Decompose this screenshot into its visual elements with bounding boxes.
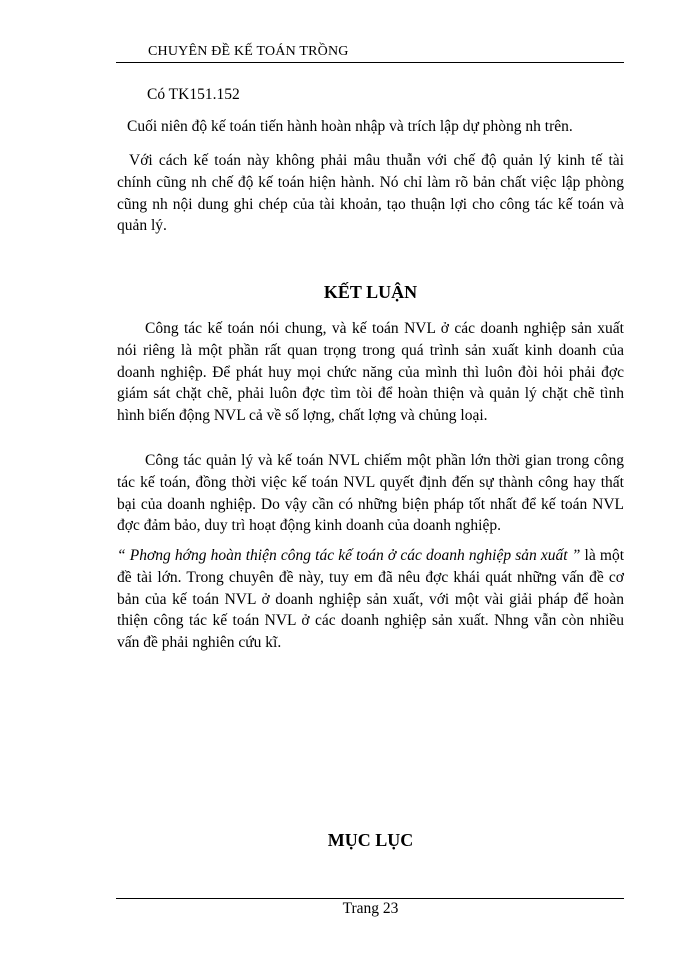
- heading-muc-luc: MỤC LỤC: [327, 830, 414, 850]
- line-co-tk: Có TK151.152: [147, 86, 240, 103]
- paragraph-ket-luan-1: Công tác kế toán nói chung, và kế toán NVL ở các doanh nghiệp sản xuất nói riêng là một phần rất quan trọng trong quá trình sản xuất kinh doanh của doanh nghiệp. Để phát huy mọi chức năng của mình thì luôn đòi hỏi phải đợc giám sát chặt chẽ, phải luôn đợc tìm tòi để hoàn thiện và quản lý chặt chẽ tình hình biến động NVL cả về số lợng, chất lợng và chủng loại.: [117, 320, 624, 425]
- page-header-title: CHUYÊN ĐỀ KẾ TOÁN TRỒNG: [148, 44, 349, 59]
- header-divider: [116, 62, 624, 63]
- footer-divider: [116, 898, 624, 899]
- paragraph-ket-luan-2: Công tác quản lý và kế toán NVL chiếm một phần lớn thời gian trong công tác kế toán, đồng thời việc kế toán NVL quyết định đến sự thành công hay thất bại của doanh nghiệp. Do vậy cần có những biện pháp tốt nhất để kế toán NVL đợc đảm bảo, duy trì hoạt động kinh doanh của doanh nghiệp.: [117, 452, 624, 535]
- quoted-topic-title: “ Phơng hớng hoàn thiện công tác kế toán ở các doanh nghiệp sản xuất ”: [117, 547, 581, 564]
- paragraph-ket-luan-3-text: là một đề tài lớn. Trong chuyên đề này, tuy em đã nêu đợc khái quát những vấn đề cơ bản của kế toán NVL ở doanh nghiệp sản xuất, với một vài giải pháp để hoàn thiện công tác kế toán NVL ở các doanh nghiệp sản xuất. Nhng vẫn còn nhiều vấn đề phải nghiên cứu kĩ.: [117, 547, 624, 652]
- heading-ket-luan: KẾT LUẬN: [323, 282, 418, 302]
- paragraph-ket-luan-3: [117, 545, 624, 654]
- line-cuoi-nien-do: Cuối niên độ kế toán tiến hành hoàn nhập và trích lập dự phòng nh trên.: [127, 118, 573, 135]
- page-number: Trang 23: [342, 900, 399, 917]
- paragraph-phuong-phap: Với cách kế toán này không phải mâu thuẫn với chế độ quản lý kinh tế tài chính cũng nh chế độ kế toán hiện hành. Nó chỉ làm rõ bản chất việc lập phòng cũng nh nội dung ghi chép của tài khoản, tạo thuận lợi cho công tác kế toán và quản lý.: [117, 152, 624, 235]
